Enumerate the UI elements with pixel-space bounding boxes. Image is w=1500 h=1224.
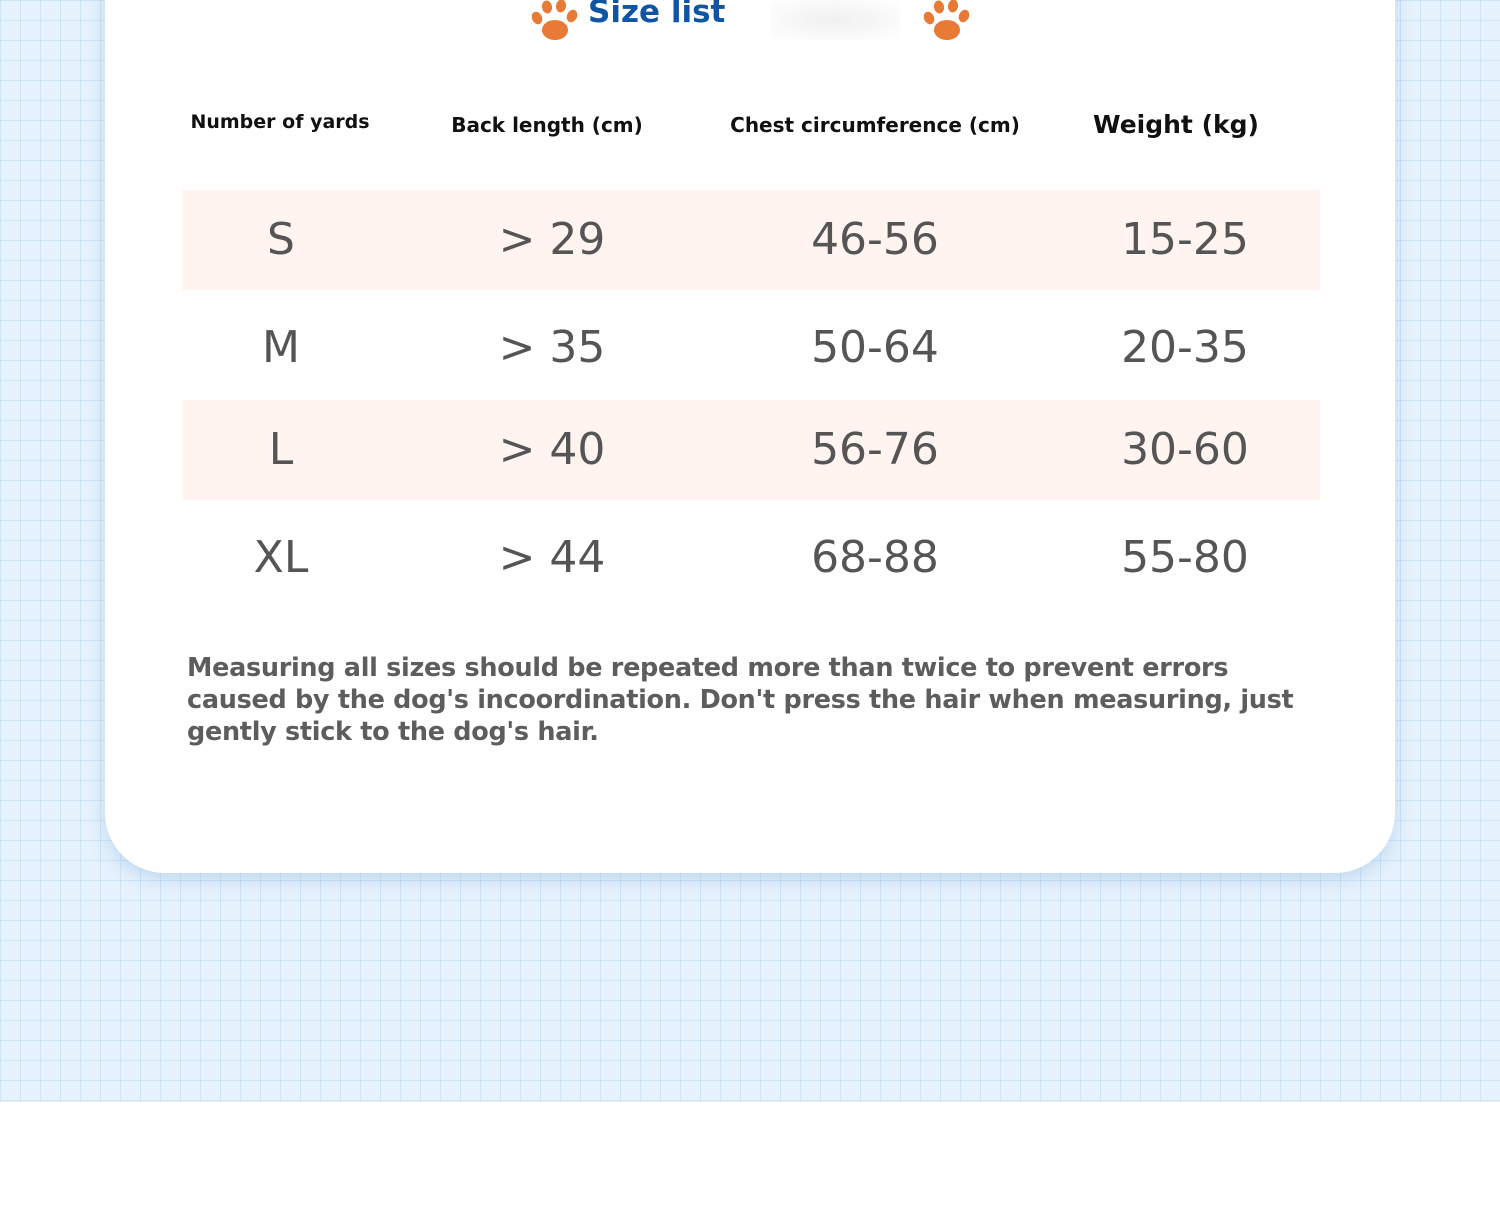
size-cell: M xyxy=(262,322,300,373)
back-length-cell: > 35 xyxy=(498,322,606,373)
title-row xyxy=(0,0,1500,48)
weight-cell: 30-60 xyxy=(1121,424,1249,475)
weight-cell: 55-80 xyxy=(1121,532,1249,583)
back-length-cell: > 40 xyxy=(498,424,606,475)
header-back-length: Back length (cm) xyxy=(451,113,643,137)
table-row xyxy=(182,400,1320,500)
size-cell: S xyxy=(267,214,295,265)
chest-cell: 68-88 xyxy=(811,532,939,583)
page-title: Size list xyxy=(588,0,726,30)
table-row xyxy=(182,190,1320,290)
weight-cell: 20-35 xyxy=(1121,322,1249,373)
paw-icon xyxy=(529,0,579,42)
size-cell: XL xyxy=(253,532,309,583)
title-glow xyxy=(770,0,900,40)
chest-cell: 56-76 xyxy=(811,424,939,475)
back-length-cell: > 44 xyxy=(498,532,606,583)
header-weight: Weight (kg) xyxy=(1093,110,1259,139)
paw-icon xyxy=(921,0,971,42)
size-cell: L xyxy=(268,424,294,475)
back-length-cell: > 29 xyxy=(498,214,606,265)
chest-cell: 50-64 xyxy=(811,322,939,373)
weight-cell: 15-25 xyxy=(1121,214,1249,265)
table-row xyxy=(182,508,1320,608)
header-chest-circumference: Chest circumference (cm) xyxy=(730,113,1020,137)
header-number-of-yards: Number of yards xyxy=(190,111,370,133)
chest-cell: 46-56 xyxy=(811,214,939,265)
measurement-note: Measuring all sizes should be repeated more than twice to prevent errors caused by the dog's incoordination. Don't press the hair when measuring, just gently stick to the dog's hair. xyxy=(187,653,1294,747)
table-row xyxy=(182,298,1320,398)
